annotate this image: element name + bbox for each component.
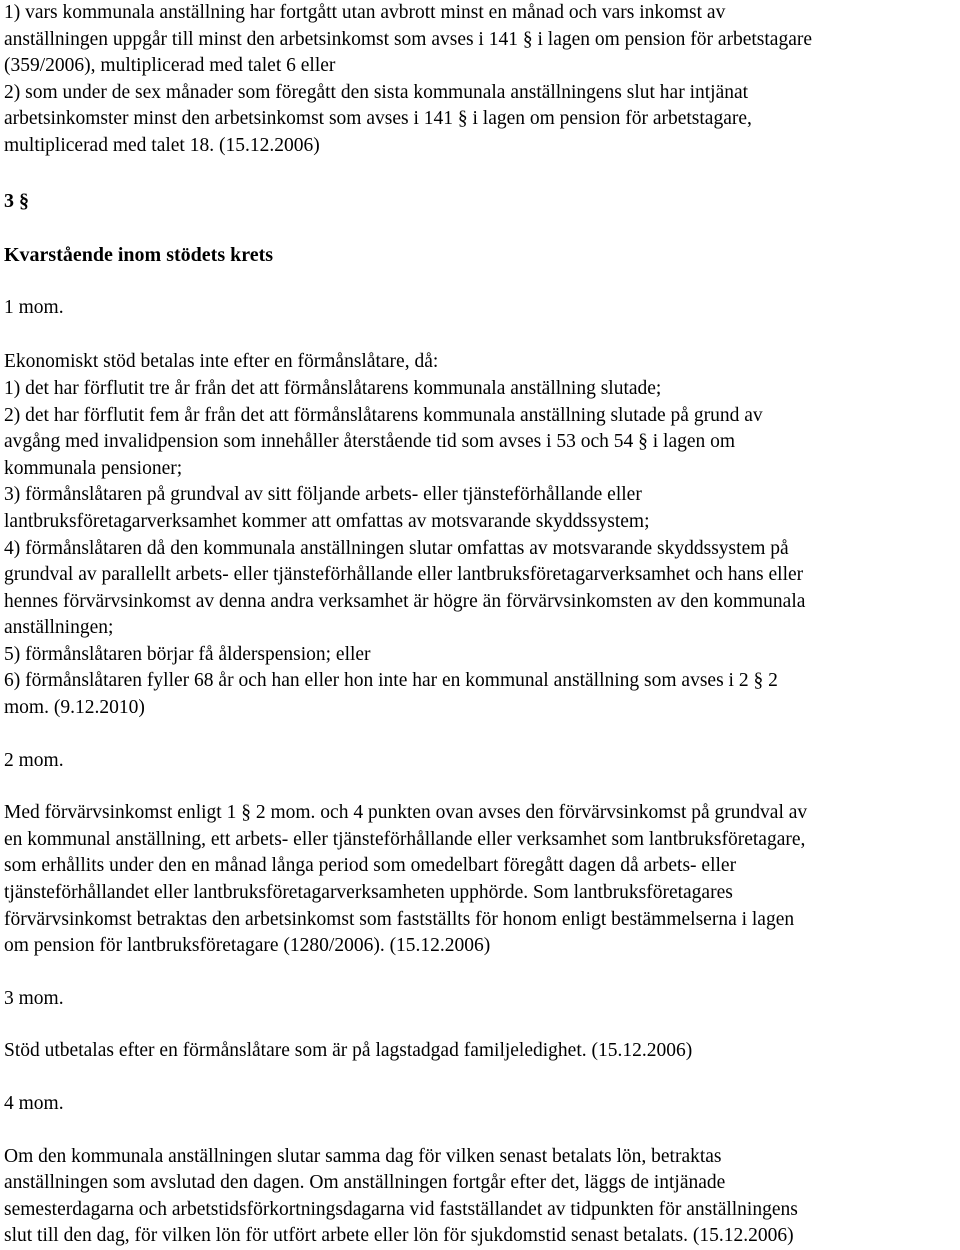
moment-1-text xyxy=(4,349,946,721)
text-line: tjänsteförhållandet eller lantbruksföretagarverksamheten upphörde. Som lantbruksföretagares xyxy=(4,882,733,904)
text-line: 2) som under de sex månader som föregått den sista kommunala anställningens slut har intjänat xyxy=(4,81,749,103)
text-line: avgång med invalidpension som innehåller återstående tid som avses i 53 och 54 § i lagen om xyxy=(4,431,736,453)
moment-3-text xyxy=(4,1038,946,1065)
moment-label-1: 1 mom. xyxy=(4,296,64,318)
text-line: förvärvsinkomst betraktas den arbetsinkomst som fastställts för honom enligt bestämmelserna i lagen xyxy=(4,908,795,930)
text-line: (359/2006), multiplicerad med talet 6 eller xyxy=(4,55,336,77)
text-line: Om den kommunala anställningen slutar samma dag för vilken senast betalats lön, betraktas xyxy=(4,1145,722,1167)
section-title: Kvarstående inom stödets krets xyxy=(4,244,274,267)
text-line: 1) det har förflutit tre år från det att förmånslåtarens kommunala anställning slutade; xyxy=(4,377,662,399)
text-line: kommunala pensioner; xyxy=(4,457,183,479)
moment-label-2: 2 mom. xyxy=(4,749,64,771)
moment-label-3: 3 mom. xyxy=(4,987,64,1009)
text-line: lantbruksföretagarverksamhet kommer att omfattas av motsvarande skyddssystem; xyxy=(4,510,650,532)
intro-paragraph xyxy=(4,0,946,160)
text-line: 1) vars kommunala anställning har fortgått utan avbrott minst en månad och vars inkomst av xyxy=(4,2,726,23)
text-line: semesterdagarna och arbetstidsförkortningsdagarna vid fastställandet av tidpunkten för anställningens xyxy=(4,1198,798,1220)
text-line: 5) förmånslåtaren börjar få ålderspension; eller xyxy=(4,643,371,665)
text-line: hennes förvärvsinkomst av denna andra verksamhet är högre än förvärvsinkomsten av den kommunala xyxy=(4,590,806,612)
text-line: en kommunal anställning, ett arbets- eller tjänsteförhållande eller verksamhet som lantbruksföretagare, xyxy=(4,828,806,850)
text-line: 2) det har förflutit fem år från det att förmånslåtarens kommunala anställning slutade på grund av xyxy=(4,404,763,426)
text-line: anställningen som avslutad den dagen. Om anställningen fortgår efter det, läggs de intjänade xyxy=(4,1172,726,1194)
text-line: Med förvärvsinkomst enligt 1 § 2 mom. och 4 punkten ovan avses den förvärvsinkomst på grundval av xyxy=(4,802,808,824)
section-number: 3 § xyxy=(4,189,29,212)
moment-2-text xyxy=(4,800,946,960)
text-line: anställningen uppgår till minst den arbetsinkomst som avses i 141 § i lagen om pension för arbetstagare xyxy=(4,28,813,50)
text-line: Ekonomiskt stöd betalas inte efter en förmånslåtare, då: xyxy=(4,351,439,373)
text-line: som erhållits under den en månad långa period som omedelbart föregått dagen då arbets- eller xyxy=(4,855,737,877)
text-line: anställningen; xyxy=(4,617,114,639)
text-line: arbetsinkomster minst den arbetsinkomst som avses i 141 § i lagen om pension för arbetstagare, xyxy=(4,108,752,130)
moment-label-4: 4 mom. xyxy=(4,1093,64,1114)
text-line: 4) förmånslåtaren då den kommunala anställningen slutar omfattas av motsvarande skyddssystem på xyxy=(4,537,789,559)
text-line: mom. (9.12.2010) xyxy=(4,697,145,719)
text-line: 3) förmånslåtaren på grundval av sitt följande arbets- eller tjänsteförhållande eller xyxy=(4,484,642,506)
text-line: 6) förmånslåtaren fyller 68 år och han eller hon inte har en kommunal anställning som avses i 2 § 2 xyxy=(4,670,778,692)
text-line: multiplicerad med talet 18. (15.12.2006) xyxy=(4,134,320,156)
text-line: Stöd utbetalas efter en förmånslåtare som är på lagstadgad familjeledighet. (15.12.2006) xyxy=(4,1040,693,1062)
text-line: om pension för lantbruksföretagare (1280/2006). (15.12.2006) xyxy=(4,935,491,957)
text-line: slut till den dag, för vilken lön för utfört arbete eller lön för sjukdomstid senast betalats. (15.12.2006) xyxy=(4,1225,794,1247)
moment-4-text xyxy=(4,1144,946,1250)
text-line: grundval av parallellt arbets- eller tjänsteförhållande eller lantbruksföretagarverksamhet och hans eller xyxy=(4,564,804,586)
